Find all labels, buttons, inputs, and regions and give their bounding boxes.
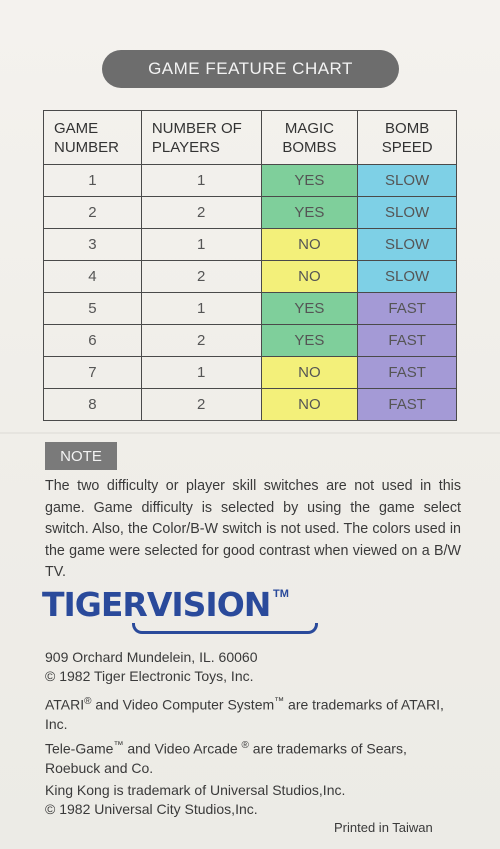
- sears-trademark: Tele-Game™ and Video Arcade ® are trademarks of Sears, Roebuck and Co.: [45, 740, 407, 776]
- kingkong-trademark: King Kong is trademark of Universal Studios,Inc. © 1982 Universal City Studios,Inc.: [45, 782, 346, 817]
- chart-title-text: GAME FEATURE CHART: [148, 59, 353, 78]
- cell-bomb-speed: FAST: [358, 357, 457, 389]
- table-row: [44, 357, 457, 389]
- table-row: [44, 197, 457, 229]
- cell-players: 2: [141, 325, 261, 357]
- address-line: 909 Orchard Mundelein, IL. 60060: [45, 649, 258, 665]
- logo-trademark: TM: [273, 588, 289, 600]
- cell-game-number: 1: [44, 165, 142, 197]
- table-row: [44, 389, 457, 421]
- cell-bomb-speed: SLOW: [358, 261, 457, 293]
- cell-game-number: 5: [44, 293, 142, 325]
- cell-magic-bombs: NO: [261, 389, 358, 421]
- table-row: [44, 165, 457, 197]
- cell-game-number: 7: [44, 357, 142, 389]
- cell-players: 1: [141, 229, 261, 261]
- header-magic-bombs: MAGIC BOMBS: [261, 111, 358, 165]
- header-game-number: GAME NUMBER: [44, 111, 142, 165]
- printed-in: Printed in Taiwan: [334, 820, 433, 835]
- table-row: [44, 229, 457, 261]
- header-bomb-speed: BOMB SPEED: [358, 111, 457, 165]
- game-feature-table: [43, 110, 457, 421]
- cell-players: 1: [141, 293, 261, 325]
- note-text: The two difficulty or player skill switches are not used in this game. Game difficulty is selected by using the game select switch. Also, the Color/B-W switch is not used. The colors used in the game were selected for good contrast when viewed on a B/W TV.: [45, 478, 461, 580]
- cell-magic-bombs: YES: [261, 293, 358, 325]
- cell-game-number: 3: [44, 229, 142, 261]
- chart-title: [102, 50, 399, 88]
- cell-bomb-speed: SLOW: [358, 229, 457, 261]
- cell-magic-bombs: NO: [261, 261, 358, 293]
- logo-swoosh: [132, 623, 318, 634]
- cell-game-number: 8: [44, 389, 142, 421]
- table-row: [44, 261, 457, 293]
- cell-game-number: 2: [44, 197, 142, 229]
- cell-players: 1: [141, 357, 261, 389]
- address-block: [45, 648, 257, 686]
- cell-bomb-speed: SLOW: [358, 197, 457, 229]
- table-row: [44, 325, 457, 357]
- page-crease: [0, 432, 500, 434]
- table-header-row: [44, 111, 457, 165]
- cell-players: 1: [141, 165, 261, 197]
- cell-bomb-speed: FAST: [358, 293, 457, 325]
- cell-players: 2: [141, 197, 261, 229]
- cell-magic-bombs: NO: [261, 229, 358, 261]
- cell-magic-bombs: YES: [261, 197, 358, 229]
- copyright-line: © 1982 Tiger Electronic Toys, Inc.: [45, 668, 254, 684]
- cell-players: 2: [141, 261, 261, 293]
- cell-magic-bombs: NO: [261, 357, 358, 389]
- cell-game-number: 6: [44, 325, 142, 357]
- tigervision-logo: [42, 585, 302, 641]
- header-number-of-players: NUMBER OF PLAYERS: [141, 111, 261, 165]
- cell-magic-bombs: YES: [261, 165, 358, 197]
- table-row: [44, 293, 457, 325]
- cell-players: 2: [141, 389, 261, 421]
- cell-magic-bombs: YES: [261, 325, 358, 357]
- cell-bomb-speed: FAST: [358, 389, 457, 421]
- cell-bomb-speed: FAST: [358, 325, 457, 357]
- cell-game-number: 4: [44, 261, 142, 293]
- note-label: NOTE: [45, 442, 117, 470]
- cell-bomb-speed: SLOW: [358, 165, 457, 197]
- logo-wordmark: TIGERVISION: [42, 585, 271, 624]
- atari-trademark: ATARI® and Video Computer System™ are trademarks of ATARI, Inc.: [45, 696, 444, 732]
